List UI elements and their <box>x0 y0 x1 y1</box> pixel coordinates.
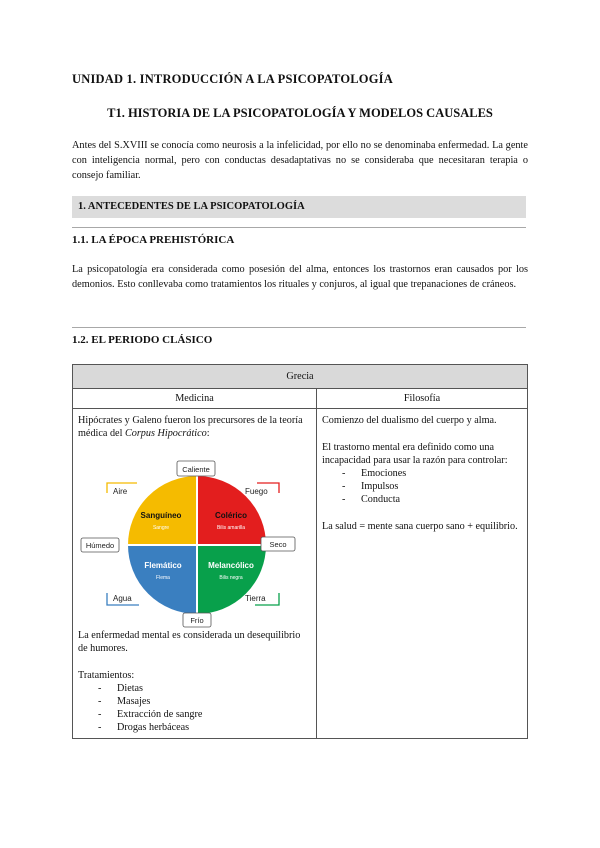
health-text: La salud = mente sana cuerpo sano + equilibrio. <box>322 521 518 532</box>
list-item: - Drogas herbáceas <box>78 721 312 734</box>
column-header-filosofia: Filosofía <box>317 389 528 409</box>
topic-title: T1. HISTORIA DE LA PSICOPATOLOGÍA Y MODELOS CAUSALES <box>107 106 493 120</box>
treatments-list <box>78 682 312 734</box>
label-humedo: Húmedo <box>85 541 115 550</box>
label-seco: Seco <box>269 540 287 549</box>
label-flematico: Flemático <box>144 561 182 570</box>
section-heading-antecedentes: 1. ANTECEDENTES DE LA PSICOPATOLOGÍA <box>72 196 526 218</box>
medicina-cell <box>73 409 317 739</box>
sub-melancolico: Bilis negra <box>219 575 243 581</box>
divider <box>72 327 526 328</box>
mental-disorder-text: El trastorno mental era definido como una incapacidad para usar la razón para controlar: <box>322 442 508 466</box>
label-colerico: Colérico <box>214 511 248 520</box>
filosofia-cell <box>317 409 528 739</box>
subsection-title-clasico: 1.2. EL PERIODO CLÁSICO <box>72 334 213 346</box>
label-caliente: Caliente <box>182 465 210 474</box>
humors-diagram <box>79 459 309 631</box>
label-sanguineo: Sanguíneo <box>140 511 182 520</box>
intro-paragraph: Antes del S.XVIII se conocía como neurosis a la infelicidad, por ello no se denominaba enfermedad. La gente con inteligencia normal, pero con conductas desadaptativas no se consideraba que necesitaran terapia o consejo familiar. <box>72 140 528 181</box>
list-item: - Conducta <box>322 493 522 506</box>
sub-colerico: Bilis amarilla <box>216 525 246 531</box>
list-item: - Masajes <box>78 695 312 708</box>
sub-sanguineo: Sangre <box>152 525 170 531</box>
prehistoric-paragraph: La psicopatología era considerada como posesión del alma, entonces los trastornos eran causados por los demonios. Esto conllevaba como tratamientos los rituales y conjuros, al igual que trepanaciones de cráneos. <box>72 264 528 290</box>
list-item: - Extracción de sangre <box>78 708 312 721</box>
label-melancolico: Melancólico <box>208 561 254 570</box>
subsection-title-prehistorica: 1.1. LA ÉPOCA PREHISTÓRICA <box>72 234 235 246</box>
dualism-text: Comienzo del dualismo del cuerpo y alma. <box>322 415 497 426</box>
label-fuego: Fuego <box>245 487 268 496</box>
control-list <box>322 467 522 506</box>
label-frio: Frío <box>190 616 204 625</box>
table-header-grecia: Grecia <box>73 365 528 389</box>
quadrant-colerico <box>197 475 267 545</box>
list-item: - Emociones <box>322 467 522 480</box>
column-header-medicina: Medicina <box>73 389 317 409</box>
label-aire: Aire <box>113 487 128 496</box>
unit-title: UNIDAD 1. INTRODUCCIÓN A LA PSICOPATOLOGÍA <box>72 72 393 86</box>
quadrant-sanguineo <box>127 475 197 545</box>
medicina-intro: Hipócrates y Galeno fueron los precursores de la teoría médica del Corpus Hipocrático: <box>78 415 303 439</box>
label-agua: Agua <box>113 594 132 603</box>
label-tierra: Tierra <box>245 594 266 603</box>
imbalance-text: La enfermedad mental es considerada un desequilibrio de humores. <box>78 630 301 654</box>
medicina-below-diagram <box>78 629 312 734</box>
greece-table <box>72 364 528 739</box>
sub-flematico: Flema <box>156 575 170 581</box>
treatments-label: Tratamientos: <box>78 670 135 681</box>
list-item: - Dietas <box>78 682 312 695</box>
list-item: - Impulsos <box>322 480 522 493</box>
divider <box>72 227 526 228</box>
